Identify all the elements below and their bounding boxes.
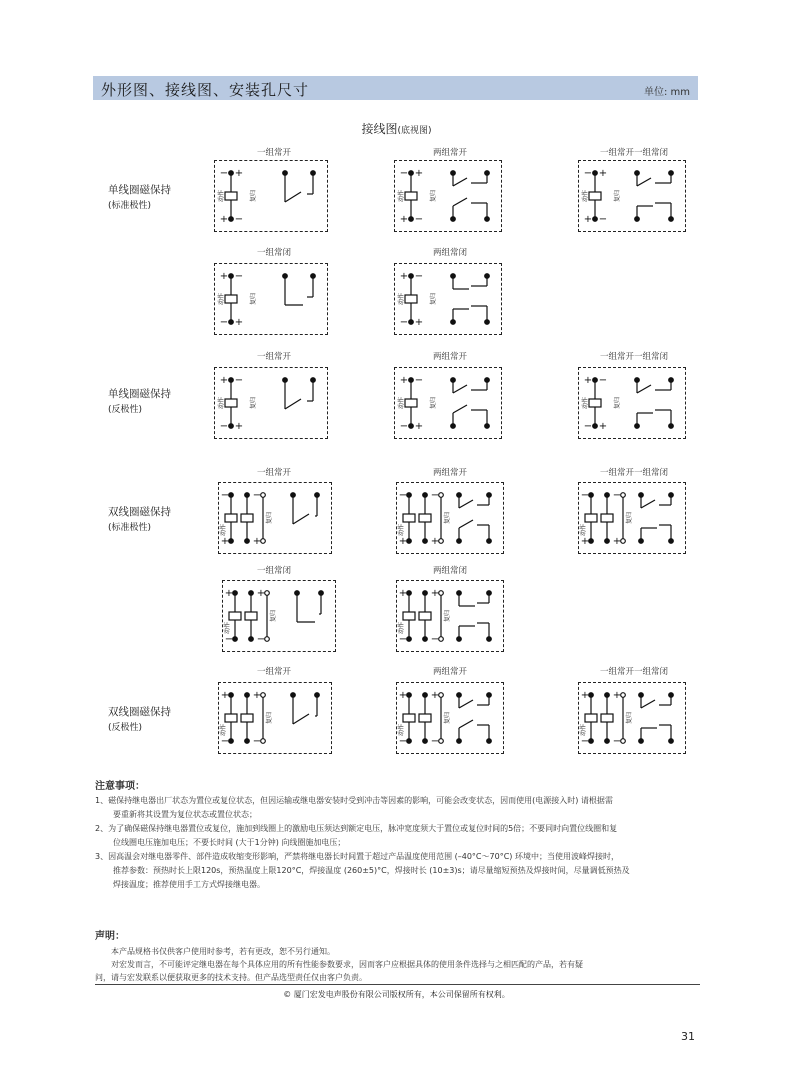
declaration-heading: 声明：	[95, 931, 125, 942]
polarity-sign: −	[398, 490, 408, 501]
diagram-svg	[397, 683, 503, 753]
terminal-pin	[407, 591, 412, 596]
coil-body	[589, 399, 601, 407]
wiring-diagram	[214, 263, 328, 335]
polarity-sign: −	[398, 736, 408, 747]
polarity-sign: +	[398, 536, 408, 547]
coil-label: 复归	[614, 189, 621, 203]
polarity-sign: −	[224, 634, 234, 645]
polarity-sign: −	[583, 168, 593, 179]
terminal-pin	[605, 739, 610, 744]
divider	[95, 984, 700, 985]
wiring-diagram	[396, 482, 504, 554]
diagram-svg	[219, 483, 331, 553]
polarity-sign: −	[430, 634, 440, 645]
polarity-sign: +	[612, 536, 622, 547]
copyright: © 厦门宏发电声股份有限公司版权所有，本公司保留所有权利。	[283, 990, 510, 999]
polarity-sign: +	[252, 536, 262, 547]
polarity-sign: +	[256, 588, 266, 599]
coil-label: 动作	[218, 292, 225, 306]
coil-label: 动作	[224, 621, 231, 635]
polarity-sign: +	[580, 536, 590, 547]
diagram-svg	[215, 368, 327, 438]
polarity-sign: +	[234, 421, 244, 432]
coil-label: 动作	[398, 723, 405, 737]
coil-body	[601, 714, 613, 722]
wiring-diagram	[578, 367, 686, 439]
coil-label: 动作	[220, 723, 227, 737]
coil-label: 动作	[218, 189, 225, 203]
terminal-pin	[409, 217, 414, 222]
terminal-pin	[485, 217, 490, 222]
polarity-sign: −	[252, 490, 262, 501]
diagram-svg	[395, 161, 501, 231]
group-3-title: 双线圈磁保持 (标准极性)	[108, 506, 171, 533]
terminal-pin	[229, 424, 234, 429]
note-item: 3、因高温会对继电器零件、部件造成收缩变形影响，严禁将继电器长时间置于超过产品温度使用范围 (–40°C～70°C) 环境中；当使用波峰焊接时，	[95, 852, 619, 861]
polarity-sign: −	[580, 490, 590, 501]
declaration-section: 声明： 本产品规格书仅供客户使用时参考，若有更改，恕不另行通知。 对宏发而言，不可能评定继电器在每个具体应用的所有性能参数要求，因而客户应根据具体的使用条件选择与之相匹配的产品，若有疑 问，请与宏发联系以便获取更多的技术支持。但产品选型责任仅由客户负责。	[95, 930, 700, 984]
wiring-diagram	[578, 160, 686, 232]
contact-blade	[453, 405, 467, 413]
coil-body	[403, 714, 415, 722]
polarity-sign: −	[256, 634, 266, 645]
terminal-pin	[589, 739, 594, 744]
coil-body	[585, 714, 597, 722]
wiring-diagram	[394, 263, 502, 335]
polarity-sign: −	[430, 490, 440, 501]
coil-label: 复归	[270, 609, 277, 623]
wiring-diagram	[218, 682, 332, 754]
notes-heading: 注意事项：	[95, 781, 145, 792]
diagram-svg	[579, 483, 685, 553]
polarity-sign: +	[220, 690, 230, 701]
group-1-title: 单线圈磁保持 (标准极性)	[108, 184, 171, 211]
terminal-open	[621, 539, 626, 544]
coil-body	[405, 295, 417, 303]
terminal-pin	[249, 591, 254, 596]
contact-blade	[293, 514, 309, 524]
polarity-sign: −	[220, 490, 230, 501]
terminal-pin	[589, 693, 594, 698]
polarity-sign: +	[430, 690, 440, 701]
wiring-diagram	[214, 160, 328, 232]
diagram-svg	[395, 264, 501, 334]
terminal-pin	[423, 591, 428, 596]
terminal-pin	[229, 493, 234, 498]
coil-label: 动作	[580, 523, 587, 537]
coil-body	[225, 192, 237, 200]
diagram-svg	[579, 161, 685, 231]
polarity-sign: −	[612, 736, 622, 747]
coil-body	[241, 714, 253, 722]
terminal-pin	[487, 637, 492, 642]
contact-blade	[453, 178, 467, 186]
contact-blade	[459, 720, 473, 728]
terminal-pin	[245, 739, 250, 744]
diagram-title: 接线图(底视图)	[361, 122, 432, 136]
diagram-svg	[215, 161, 327, 231]
coil-label: 动作	[398, 189, 405, 203]
terminal-pin	[229, 274, 234, 279]
coil-label: 复归	[626, 511, 633, 525]
coil-body	[405, 399, 417, 407]
polarity-sign: +	[220, 536, 230, 547]
polarity-sign: +	[583, 375, 593, 386]
group-4-title: 双线圈磁保持 (反极性)	[108, 706, 171, 733]
terminal-pin	[669, 493, 674, 498]
terminal-pin	[669, 693, 674, 698]
diagram-svg	[397, 483, 503, 553]
coil-label: 动作	[582, 396, 589, 410]
terminal-pin	[487, 739, 492, 744]
diagram-svg	[395, 368, 501, 438]
coil-label: 动作	[398, 292, 405, 306]
diagram-svg	[579, 368, 685, 438]
unit-label: 单位: mm	[643, 87, 690, 98]
terminal-pin	[487, 493, 492, 498]
coil-label: 复归	[430, 396, 437, 410]
polarity-sign: −	[583, 421, 593, 432]
polarity-sign: −	[234, 271, 244, 282]
polarity-sign: +	[399, 271, 409, 282]
polarity-sign: −	[430, 736, 440, 747]
label-one-no: 一组常开	[256, 352, 291, 362]
terminal-pin	[669, 217, 674, 222]
diagram-svg	[215, 264, 327, 334]
coil-label: 动作	[398, 396, 405, 410]
terminal-open	[621, 493, 626, 498]
terminal-pin	[229, 693, 234, 698]
coil-label: 复归	[614, 396, 621, 410]
terminal-pin	[409, 274, 414, 279]
coil-label: 动作	[398, 523, 405, 537]
polarity-sign: −	[612, 490, 622, 501]
terminal-pin	[409, 171, 414, 176]
polarity-sign: +	[580, 690, 590, 701]
polarity-sign: −	[399, 168, 409, 179]
wiring-diagram	[578, 482, 686, 554]
polarity-sign: +	[598, 421, 608, 432]
terminal-pin	[311, 171, 316, 176]
polarity-sign: +	[399, 214, 409, 225]
wiring-diagram	[222, 580, 336, 652]
terminal-pin	[593, 217, 598, 222]
coil-label: 复归	[250, 292, 257, 306]
terminal-pin	[669, 739, 674, 744]
terminal-pin	[423, 739, 428, 744]
terminal-open	[439, 493, 444, 498]
terminal-pin	[487, 591, 492, 596]
contact-blade	[641, 500, 655, 508]
terminal-pin	[669, 539, 674, 544]
terminal-pin	[487, 693, 492, 698]
label-two-no: 两组常开	[432, 148, 467, 158]
terminal-open	[261, 693, 266, 698]
terminal-pin	[229, 739, 234, 744]
terminal-pin	[669, 424, 674, 429]
coil-body	[225, 399, 237, 407]
coil-label: 复归	[430, 189, 437, 203]
terminal-pin	[589, 539, 594, 544]
diagram-svg	[579, 683, 685, 753]
coil-body	[403, 612, 415, 620]
terminal-pin	[485, 320, 490, 325]
polarity-sign: −	[234, 375, 244, 386]
polarity-sign: +	[252, 690, 262, 701]
coil-label: 复归	[444, 609, 451, 623]
coil-label: 复归	[444, 511, 451, 525]
terminal-pin	[593, 171, 598, 176]
terminal-pin	[407, 539, 412, 544]
label-one-no: 一组常开	[256, 667, 291, 677]
terminal-pin	[229, 378, 234, 383]
coil-body	[419, 714, 431, 722]
coil-label: 动作	[398, 621, 405, 635]
terminal-pin	[233, 637, 238, 642]
polarity-sign: −	[399, 317, 409, 328]
terminal-open	[439, 637, 444, 642]
diagram-svg	[223, 581, 335, 651]
terminal-open	[439, 591, 444, 596]
coil-label: 复归	[266, 511, 273, 525]
terminal-pin	[407, 637, 412, 642]
coil-label: 复归	[250, 189, 257, 203]
polarity-sign: +	[430, 536, 440, 547]
terminal-pin	[423, 693, 428, 698]
polarity-sign: −	[220, 736, 230, 747]
label-one-no-one-nc: 一组常开一组常闭	[599, 352, 668, 362]
terminal-pin	[245, 493, 250, 498]
wiring-diagram	[394, 367, 502, 439]
polarity-sign: +	[398, 588, 408, 599]
polarity-sign: +	[414, 317, 424, 328]
coil-body	[245, 612, 257, 620]
polarity-sign: +	[219, 271, 229, 282]
label-two-no: 两组常开	[432, 667, 467, 677]
terminal-pin	[485, 171, 490, 176]
terminal-pin	[229, 539, 234, 544]
terminal-pin	[605, 493, 610, 498]
polarity-sign: +	[234, 168, 244, 179]
terminal-pin	[249, 637, 254, 642]
terminal-pin	[407, 493, 412, 498]
polarity-sign: +	[219, 375, 229, 386]
polarity-sign: −	[598, 375, 608, 386]
wiring-diagram	[396, 580, 504, 652]
terminal-pin	[423, 637, 428, 642]
contact-blade	[637, 385, 651, 393]
terminal-open	[621, 739, 626, 744]
coil-label: 复归	[430, 292, 437, 306]
polarity-sign: −	[398, 634, 408, 645]
polarity-sign: −	[414, 271, 424, 282]
coil-body	[403, 514, 415, 522]
coil-label: 复归	[250, 396, 257, 410]
wiring-diagram	[396, 682, 504, 754]
terminal-pin	[315, 493, 320, 498]
polarity-sign: −	[580, 736, 590, 747]
page-number: 31	[681, 1030, 695, 1043]
terminal-pin	[485, 424, 490, 429]
polarity-sign: −	[399, 421, 409, 432]
terminal-pin	[319, 591, 324, 596]
label-one-no-one-nc: 一组常开一组常闭	[599, 667, 668, 677]
terminal-pin	[409, 424, 414, 429]
label-one-nc: 一组常闭	[256, 566, 291, 576]
diagram-svg	[397, 581, 503, 651]
group-2-title: 单线圈磁保持 (反极性)	[108, 388, 171, 415]
coil-body	[601, 514, 613, 522]
coil-body	[405, 192, 417, 200]
terminal-pin	[229, 320, 234, 325]
polarity-sign: −	[219, 421, 229, 432]
diagram-svg	[219, 683, 331, 753]
polarity-sign: −	[234, 214, 244, 225]
coil-body	[225, 295, 237, 303]
label-two-no: 两组常开	[432, 352, 467, 362]
polarity-sign: +	[612, 690, 622, 701]
terminal-pin	[423, 539, 428, 544]
polarity-sign: +	[224, 588, 234, 599]
contact-blade	[641, 700, 655, 708]
polarity-sign: −	[219, 317, 229, 328]
coil-label: 复归	[444, 711, 451, 725]
terminal-pin	[605, 693, 610, 698]
terminal-pin	[485, 274, 490, 279]
contact-blade	[459, 500, 473, 508]
polarity-sign: +	[399, 375, 409, 386]
label-one-nc: 一组常闭	[256, 248, 291, 258]
polarity-sign: +	[414, 168, 424, 179]
contact-blade	[637, 178, 651, 186]
label-one-no-one-nc: 一组常开一组常闭	[599, 148, 668, 158]
label-one-no: 一组常开	[256, 468, 291, 478]
coil-body	[585, 514, 597, 522]
terminal-open	[261, 539, 266, 544]
terminal-pin	[669, 378, 674, 383]
contact-blade	[453, 385, 467, 393]
section-title: 外形图、接线图、安装孔尺寸	[101, 81, 310, 99]
terminal-open	[439, 539, 444, 544]
coil-body	[241, 514, 253, 522]
wiring-diagram	[578, 682, 686, 754]
coil-label: 动作	[220, 523, 227, 537]
coil-body	[419, 612, 431, 620]
polarity-sign: −	[414, 214, 424, 225]
label-two-nc: 两组常闭	[432, 248, 467, 258]
terminal-pin	[407, 693, 412, 698]
section-header	[93, 76, 698, 100]
polarity-sign: +	[598, 168, 608, 179]
note-item: 1、磁保持继电器出厂状态为置位或复位状态，但因运输或继电器安装时受到冲击等因素的影响，可能会改变状态，因而使用(电源接入时) 请根据需	[95, 796, 613, 805]
polarity-sign: +	[414, 421, 424, 432]
polarity-sign: +	[234, 317, 244, 328]
coil-label: 动作	[580, 723, 587, 737]
polarity-sign: −	[414, 375, 424, 386]
coil-label: 动作	[218, 396, 225, 410]
terminal-pin	[593, 424, 598, 429]
terminal-open	[439, 739, 444, 744]
terminal-open	[265, 637, 270, 642]
terminal-pin	[589, 493, 594, 498]
terminal-open	[439, 693, 444, 698]
note-item: 2、为了确保磁保持继电器置位或复位，施加到线圈上的激励电压须达到额定电压，脉冲宽度须大于置位或复位时间的5倍；不要同时向置位线圈和复	[95, 824, 618, 833]
contact-blade	[459, 520, 473, 528]
terminal-pin	[311, 274, 316, 279]
terminal-pin	[233, 591, 238, 596]
wiring-diagram	[218, 482, 332, 554]
polarity-sign: +	[583, 214, 593, 225]
polarity-sign: −	[252, 736, 262, 747]
coil-label: 动作	[582, 189, 589, 203]
polarity-sign: −	[219, 168, 229, 179]
terminal-pin	[229, 171, 234, 176]
notes-section: 注意事项： 1、磁保持继电器出厂状态为置位或复位状态，但因运输或继电器安装时受到冲击等因素的影响，可能会改变状态，因而使用(电源接入时) 请根据需 要重新将其设置为复位状态或置位状态； 2、为了确保磁保持继电器置位或复位，施加到线圈上的激励电压须达到额定电压，脉冲宽度须大于置位或复位时间的5倍；不要同时向置位线圈和复 位线圈电压施加电压；不要长时间 (大于1分钟) 向线圈施加电压； 3、因高温会对继电器零件、部件造成收缩变形影响，严禁将继电器长时间置于超过产品温度使用范围 (–40°C～70°C) 环境中；当使用波峰焊接时， 推荐参数：预热时长上限120s，预热温度上限120°C，焊接温度 (260±5)°C，焊接时长 (10±3)s；请尽量缩短预热及焊接时间，尽量调低预热及 焊接温度；推荐使用手工方式焊接继电器。	[95, 780, 700, 892]
coil-body	[419, 514, 431, 522]
wiring-diagram	[394, 160, 502, 232]
terminal-open	[261, 739, 266, 744]
wiring-diagram	[214, 367, 328, 439]
contact-blade	[285, 192, 301, 202]
label-two-no: 两组常开	[432, 468, 467, 478]
coil-label: 复归	[626, 711, 633, 725]
contact-blade	[453, 198, 467, 206]
terminal-pin	[407, 739, 412, 744]
terminal-pin	[311, 378, 316, 383]
terminal-pin	[669, 171, 674, 176]
contact-blade	[285, 399, 301, 409]
polarity-sign: +	[430, 588, 440, 599]
contact-blade	[293, 714, 309, 724]
polarity-sign: +	[398, 690, 408, 701]
terminal-pin	[605, 539, 610, 544]
coil-body	[225, 714, 237, 722]
terminal-pin	[315, 693, 320, 698]
label-one-no-one-nc: 一组常开一组常闭	[599, 468, 668, 478]
coil-label: 复归	[266, 711, 273, 725]
terminal-open	[265, 591, 270, 596]
coil-body	[229, 612, 241, 620]
terminal-pin	[229, 217, 234, 222]
terminal-pin	[423, 493, 428, 498]
coil-body	[589, 192, 601, 200]
terminal-open	[621, 693, 626, 698]
polarity-sign: +	[219, 214, 229, 225]
terminal-pin	[245, 693, 250, 698]
label-one-no: 一组常开	[256, 148, 291, 158]
coil-body	[225, 514, 237, 522]
polarity-sign: −	[598, 214, 608, 225]
terminal-pin	[593, 378, 598, 383]
terminal-pin	[245, 539, 250, 544]
terminal-pin	[485, 378, 490, 383]
terminal-open	[261, 493, 266, 498]
terminal-pin	[487, 539, 492, 544]
label-two-nc: 两组常闭	[432, 566, 467, 576]
terminal-pin	[409, 320, 414, 325]
contact-blade	[459, 700, 473, 708]
terminal-pin	[409, 378, 414, 383]
